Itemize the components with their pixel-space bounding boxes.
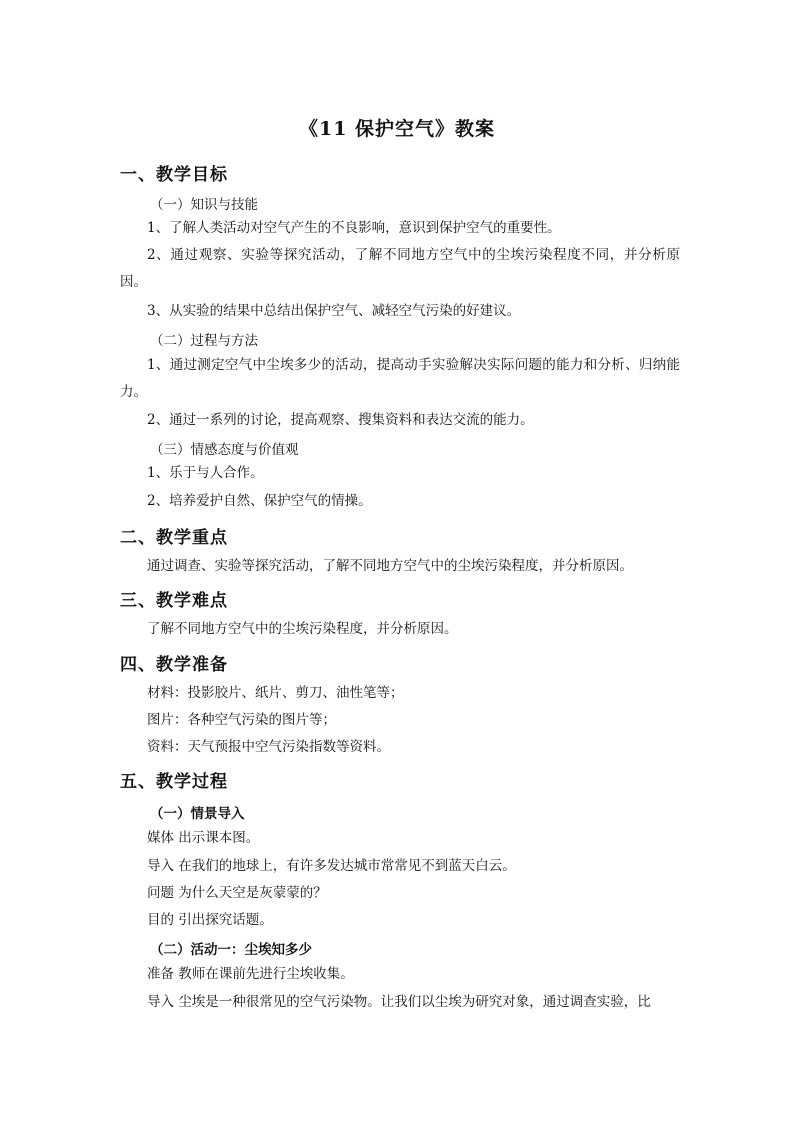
process-item: 准备 教师在课前先进行尘埃收集。 bbox=[147, 966, 354, 982]
section-heading-process: 五、教学过程 bbox=[120, 772, 228, 792]
objective-item: 2、通过一系列的讨论，提高观察、搜集资料和表达交流的能力。 bbox=[147, 412, 534, 428]
objective-item: 2、培养爱护自然、保护空气的情操。 bbox=[147, 493, 372, 509]
subheading-attitude-values: （三）情感态度与价值观 bbox=[150, 442, 299, 458]
process-item: 导入 在我们的地球上，有许多发达城市常常见不到蓝天白云。 bbox=[147, 858, 516, 874]
subheading-knowledge-skills: （一）知识与技能 bbox=[150, 197, 258, 213]
preparation-item: 图片：各种空气污染的图片等； bbox=[147, 712, 336, 728]
objective-item: 1、通过测定空气中尘埃多少的活动，提高动手实验解决实际问题的能力和分析、归纳能力。 bbox=[120, 357, 680, 400]
section-heading-key-points: 二、教学重点 bbox=[120, 528, 228, 548]
process-item: 媒体 出示课本图。 bbox=[147, 830, 260, 846]
section-heading-objectives: 一、教学目标 bbox=[120, 165, 228, 185]
process-item: 目的 引出探究话题。 bbox=[147, 912, 273, 928]
key-points-text: 通过调查、实验等探究活动，了解不同地方空气中的尘埃污染程度，并分析原因。 bbox=[147, 558, 633, 574]
subheading-scenario-intro: （一）情景导入 bbox=[150, 806, 245, 822]
objective-item: 2、通过观察、实验等探究活动，了解不同地方空气中的尘埃污染程度不同，并分析原因。 bbox=[120, 247, 680, 290]
subheading-activity-one: （二）活动一：尘埃知多少 bbox=[150, 942, 312, 958]
process-item: 导入 尘埃是一种很常见的空气污染物。让我们以尘埃为研究对象，通过调查实验，比 bbox=[147, 994, 651, 1010]
objective-item: 3、从实验的结果中总结出保护空气、减轻空气污染的好建议。 bbox=[147, 303, 521, 319]
document-title: 《11 保护空气》教案 bbox=[298, 118, 496, 140]
objective-item: 1、乐于与人合作。 bbox=[147, 465, 264, 481]
difficulties-text: 了解不同地方空气中的尘埃污染程度，并分析原因。 bbox=[147, 621, 458, 637]
preparation-item: 材料：投影胶片、纸片、剪刀、油性笔等； bbox=[147, 685, 404, 701]
section-heading-preparation: 四、教学准备 bbox=[120, 655, 228, 675]
section-heading-difficulties: 三、教学难点 bbox=[120, 591, 228, 611]
preparation-item: 资料：天气预报中空气污染指数等资料。 bbox=[147, 739, 390, 755]
process-item: 问题 为什么天空是灰蒙蒙的？ bbox=[147, 885, 327, 901]
objective-item: 1、了解人类活动对空气产生的不良影响，意识到保护空气的重要性。 bbox=[147, 220, 561, 236]
subheading-process-methods: （二）过程与方法 bbox=[150, 333, 258, 349]
